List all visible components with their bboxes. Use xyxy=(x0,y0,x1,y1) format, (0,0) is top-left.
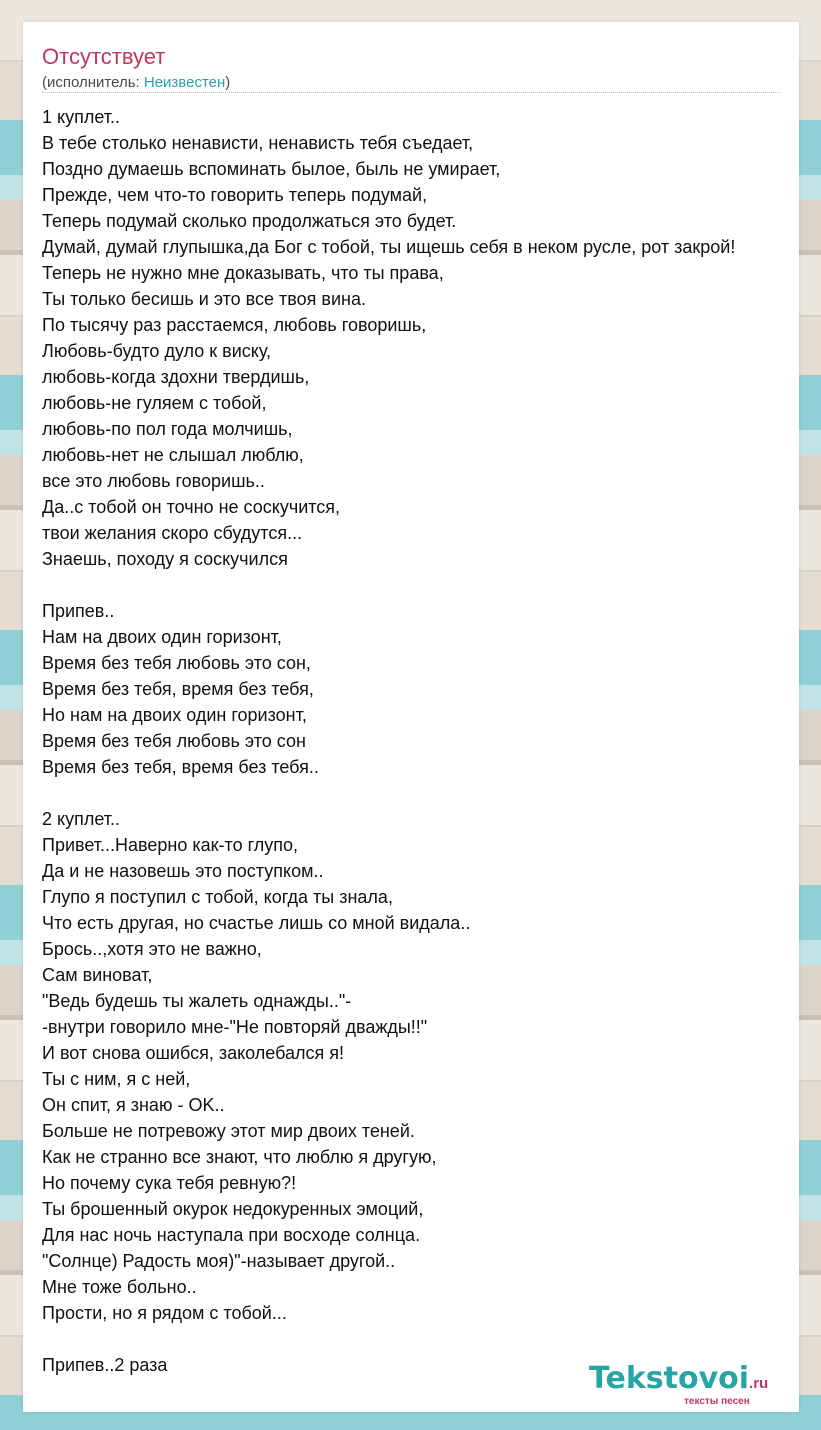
lyric-line: Да и не назовешь это поступком.. xyxy=(42,861,324,881)
logo-tld: .ru xyxy=(749,1375,769,1392)
artist-suffix: ) xyxy=(225,74,231,91)
lyric-line: любовь-не гуляем с тобой, xyxy=(42,393,267,413)
lyric-line: В тебе столько ненависти, ненависть тебя съедает, xyxy=(42,133,474,153)
lyric-line: Думай, думай глупышка,да Бог с тобой, ты ищешь себя в неком русле, рот закрой! xyxy=(42,237,736,257)
lyric-line: Припев..2 раза xyxy=(42,1355,168,1375)
lyric-line: все это любовь говоришь.. xyxy=(42,471,265,491)
lyric-line: любовь-когда здохни твердишь, xyxy=(42,367,310,387)
divider xyxy=(42,92,780,93)
lyric-line: Поздно думаешь вспоминать былое, быль не умирает, xyxy=(42,159,501,179)
lyric-line: И вот снова ошибся, заколебался я! xyxy=(42,1043,345,1063)
artist-prefix: (исполнитель: xyxy=(42,74,144,91)
lyric-line: Любовь-будто дуло к виску, xyxy=(42,341,272,361)
lyric-line: Глупо я поступил с тобой, когда ты знала, xyxy=(42,887,393,907)
site-logo[interactable] xyxy=(589,1362,768,1396)
lyric-line: Больше не потревожу этот мир двоих теней. xyxy=(42,1121,415,1141)
lyric-line: 2 куплет.. xyxy=(42,809,121,829)
lyric-line: "Солнце) Радость моя)"-называет другой.. xyxy=(42,1251,396,1271)
lyric-line: 1 куплет.. xyxy=(42,107,121,127)
lyric-line: -внутри говорило мне-"Не повторяй дважды!!" xyxy=(42,1017,428,1037)
lyric-line xyxy=(42,572,735,598)
lyric-line: Время без тебя любовь это сон xyxy=(42,731,306,751)
lyric-line: Да..с тобой он точно не соскучится, xyxy=(42,497,341,517)
lyric-line: Что есть другая, но счастье лишь со мной видала.. xyxy=(42,913,471,933)
lyric-line: Для нас ночь наступала при восходе солнца. xyxy=(42,1225,421,1245)
logo-name: Tekstovoi xyxy=(589,1361,750,1396)
lyric-line: Привет...Наверно как-то глупо, xyxy=(42,835,299,855)
lyric-line: Время без тебя, время без тебя.. xyxy=(42,757,319,777)
lyric-line: Время без тебя, время без тебя, xyxy=(42,679,314,699)
lyric-line: Мне тоже больно.. xyxy=(42,1277,197,1297)
lyric-line: твои желания скоро сбудутся... xyxy=(42,523,303,543)
lyric-line: Ты только бесишь и это все твоя вина. xyxy=(42,289,366,309)
lyric-line: Ты брошенный окурок недокуренных эмоций, xyxy=(42,1199,424,1219)
artist-line xyxy=(42,74,230,92)
lyric-line: Нам на двоих один горизонт, xyxy=(42,627,282,647)
lyric-line: Но почему сука тебя ревную?! xyxy=(42,1173,297,1193)
artist-link[interactable]: Неизвестен xyxy=(143,74,226,91)
song-title: Отсутствует xyxy=(42,44,166,69)
lyric-line: Ты с ним, я с ней, xyxy=(42,1069,191,1089)
lyrics-body xyxy=(42,104,735,1378)
lyric-line: Как не странно все знают, что люблю я другую, xyxy=(42,1147,437,1167)
lyric-line: Сам виноват, xyxy=(42,965,153,985)
lyric-line: Брось..,хотя это не важно, xyxy=(42,939,262,959)
lyric-line: "Ведь будешь ты жалеть однажды.."- xyxy=(42,991,352,1011)
lyric-line: Прежде, чем что-то говорить теперь подумай, xyxy=(42,185,428,205)
lyric-line: Но нам на двоих один горизонт, xyxy=(42,705,307,725)
lyric-line: Знаешь, походу я соскучился xyxy=(42,549,288,569)
lyric-line: Прости, но я рядом с тобой... xyxy=(42,1303,287,1323)
lyric-line: Время без тебя любовь это сон, xyxy=(42,653,311,673)
lyrics-card xyxy=(23,22,799,1412)
lyric-line: Припев.. xyxy=(42,601,115,621)
lyric-line xyxy=(42,780,735,806)
lyric-line: По тысячу раз расстаемся, любовь говоришь, xyxy=(42,315,427,335)
lyric-line: любовь-нет не слышал люблю, xyxy=(42,445,304,465)
lyric-line: любовь-по пол года молчишь, xyxy=(42,419,293,439)
lyric-line xyxy=(42,1326,735,1352)
lyric-line: Он спит, я знаю - OK.. xyxy=(42,1095,225,1115)
logo-tagline: тексты песен xyxy=(684,1396,750,1407)
lyric-line: Теперь подумай сколько продолжаться это будет. xyxy=(42,211,457,231)
lyric-line: Теперь не нужно мне доказывать, что ты права, xyxy=(42,263,444,283)
